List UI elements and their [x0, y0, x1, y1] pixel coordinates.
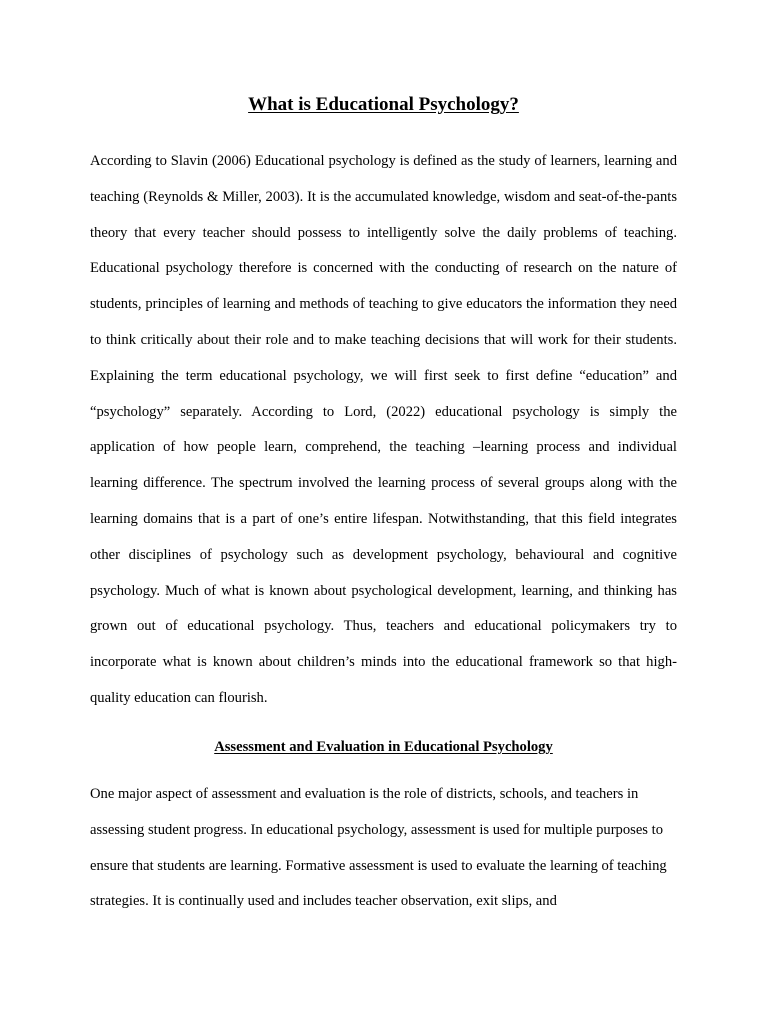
document-title: What is Educational Psychology?	[248, 94, 519, 115]
intro-paragraph: According to Slavin (2006) Educational psychology is defined as the study of learners, learning and teaching (Reynolds & Miller, 2003). It is the accumulated knowledge, wisdom and seat-of-the-pants theory that every teacher should possess to intelligently solve the daily problems of teaching. Educational psychology therefore is concerned with the conducting of research on the nature of students, principles of learning and methods of teaching to give educators the information they need to think critically about their role and to make teaching decisions that will work for their students. Explaining the term educational psychology, we will first seek to first define “education” and “psychology” separately. According to Lord, (2022) educational psychology is simply the application of how people learn, comprehend, the teaching –learning process and individual learning difference. The spectrum involved the learning process of several groups along with the learning domains that is a part of one’s entire lifespan. Notwithstanding, that this field integrates other disciplines of psychology such as development psychology, behavioural and cognitive psychology. Much of what is known about psychological development, learning, and thinking has grown out of educational psychology. Thus, teachers and educational policymakers try to incorporate what is known about children’s minds into the educational framework so that high-quality education can flourish.	[90, 153, 677, 706]
assessment-paragraph: One major aspect of assessment and evaluation is the role of districts, schools, and teachers in assessing student progress. In educational psychology, assessment is used for multiple purposes to ensure that students are learning. Formative assessment is used to evaluate the learning of teaching strategies. It is continually used and includes teacher observation, exit slips, and	[90, 786, 667, 910]
section-heading: Assessment and Evaluation in Educational Psychology	[214, 739, 553, 755]
